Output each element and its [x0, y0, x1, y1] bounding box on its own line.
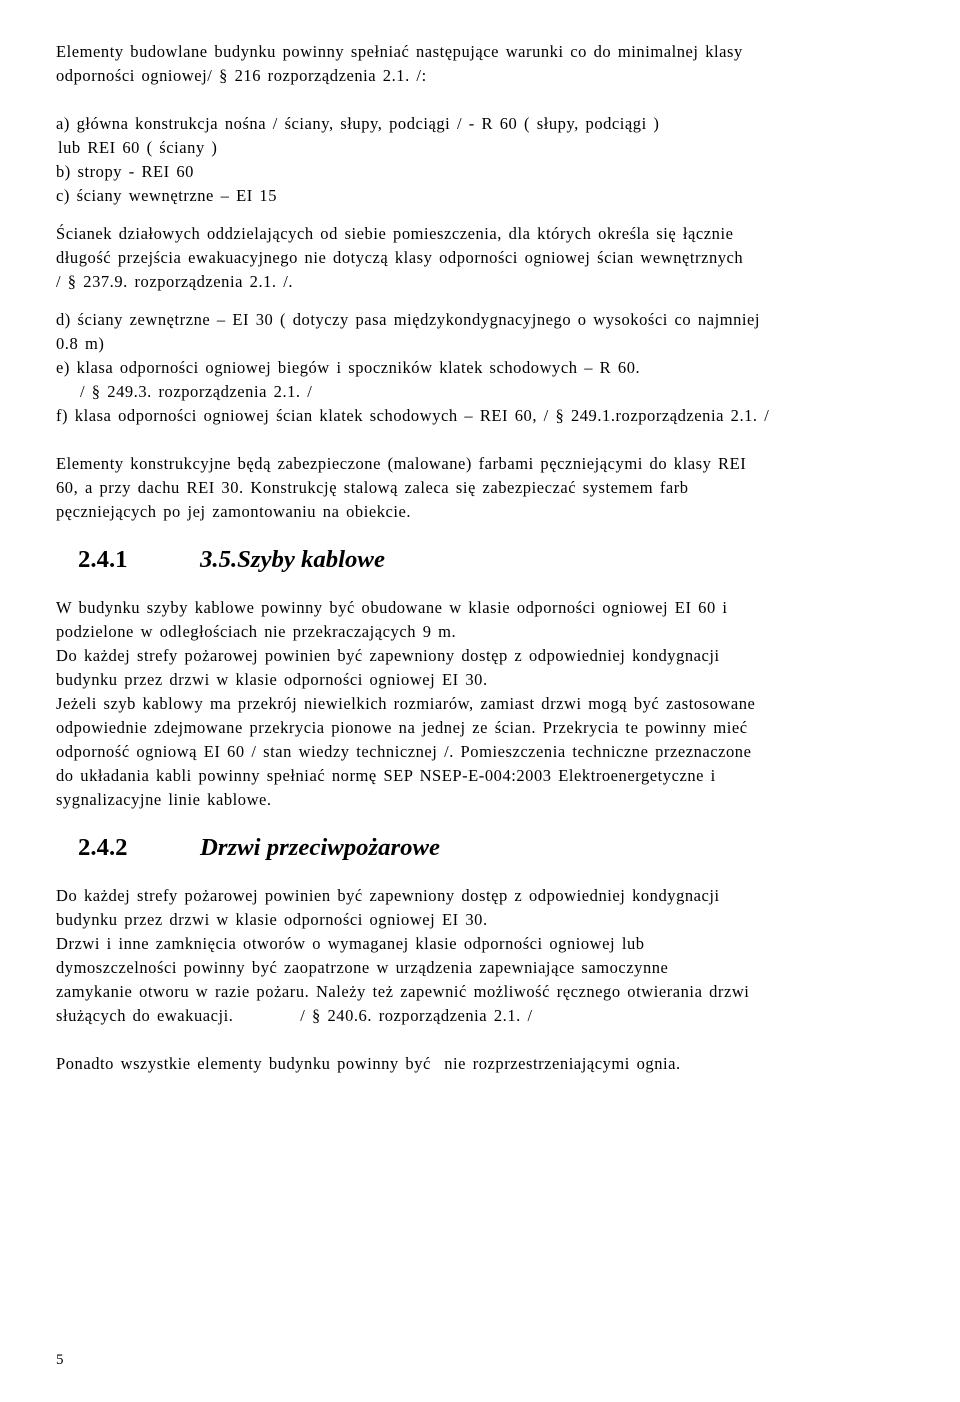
text-line: Elementy konstrukcyjne będą zabezpieczone (malowane) farbami pęczniejącymi do klasy REI — [56, 454, 747, 473]
text-line: Jeżeli szyb kablowy ma przekrój niewielkich rozmiarów, zamiast drzwi mogą być zastosowane — [56, 694, 756, 713]
document-page — [56, 40, 936, 1076]
section-title: Drzwi przeciwpożarowe — [200, 834, 440, 861]
text-line: zamykanie otworu w razie pożaru. Należy też zapewnić możliwość ręcznego otwierania drzwi — [56, 982, 750, 1001]
text-line: Do każdej strefy pożarowej powinien być zapewniony dostęp z odpowiedniej kondygnacji — [56, 646, 720, 665]
closing-sentence: Ponadto wszystkie elementy budynku powinny być nie rozprzestrzeniającymi ognia. — [56, 1054, 681, 1073]
requirements-list-d-f — [56, 308, 936, 428]
section-heading-fire-doors — [56, 836, 936, 860]
section-title: 3.5.Szyby kablowe — [200, 546, 385, 573]
text-line: do układania kabli powinny spełniać normę SEP NSEP-E-004:2003 Elektroenergetyczne i — [56, 766, 716, 785]
text-line: 60, a przy dachu REI 30. Konstrukcję stalową zaleca się zabezpieczać systemem farb — [56, 478, 689, 497]
section-number: 2.4.1 — [78, 546, 128, 573]
text-line: służących do ewakuacji. / § 240.6. rozporządzenia 2.1. / — [56, 1006, 533, 1025]
text-line: budynku przez drzwi w klasie odporności ogniowej EI 30. — [56, 670, 488, 689]
list-item-continuation: 0.8 m) — [56, 334, 105, 353]
intro-paragraph — [56, 40, 936, 88]
section-heading-cable-shafts — [56, 548, 936, 572]
cable-shafts-paragraph — [56, 596, 936, 812]
text-line: Ścianek działowych oddzielających od siebie pomieszczenia, dla których określa się łącznie — [56, 224, 734, 243]
list-item-reference: / § 249.3. rozporządzenia 2.1. / — [80, 382, 313, 401]
text-line: odporność ogniową EI 60 / stan wiedzy technicznej /. Pomieszczenia techniczne przeznaczone — [56, 742, 752, 761]
section-number: 2.4.2 — [78, 834, 128, 861]
list-item-continuation: lub REI 60 ( ściany ) — [58, 138, 218, 157]
list-item: b) stropy - REI 60 — [56, 162, 194, 181]
text-line: sygnalizacyjne linie kablowe. — [56, 790, 272, 809]
list-item: a) główna konstrukcja nośna / ściany, słupy, podciągi / - R 60 ( słupy, podciągi ) — [56, 114, 660, 133]
text-line: długość przejścia ewakuacyjnego nie dotyczą klasy odporności ogniowej ścian wewnętrznych — [56, 248, 744, 267]
list-item: f) klasa odporności ogniowej ścian klatek schodowych – REI 60, / § 249.1.rozporządzenia 2.1. / — [56, 406, 770, 425]
text-line: Drzwi i inne zamknięcia otworów o wymaganej klasie odporności ogniowej lub — [56, 934, 645, 953]
text-line: dymoszczelności powinny być zaopatrzone w urządzenia zapewniające samoczynne — [56, 958, 669, 977]
list-item: e) klasa odporności ogniowej biegów i spoczników klatek schodowych – R 60. — [56, 358, 641, 377]
structural-protection-paragraph — [56, 452, 936, 524]
text-line: W budynku szyby kablowe powinny być obudowane w klasie odporności ogniowej EI 60 i — [56, 598, 728, 617]
text-line: pęczniejących po jej zamontowaniu na obiekcie. — [56, 502, 412, 521]
fire-doors-paragraph — [56, 884, 936, 1028]
text-line: / § 237.9. rozporządzenia 2.1. /. — [56, 272, 294, 291]
text-line: Do każdej strefy pożarowej powinien być zapewniony dostęp z odpowiedniej kondygnacji — [56, 886, 720, 905]
page-number: 5 — [56, 1352, 64, 1368]
text-line: Elementy budowlane budynku powinny spełniać następujące warunki co do minimalnej klasy — [56, 42, 743, 61]
text-line: budynku przez drzwi w klasie odporności ogniowej EI 30. — [56, 910, 488, 929]
text-line: odpowiednie zdejmowane przekrycia pionowe na jednej ze ścian. Przekrycia te powinny mieć — [56, 718, 748, 737]
partition-walls-note — [56, 222, 936, 294]
text-line: odporności ogniowej/ § 216 rozporządzenia 2.1. /: — [56, 66, 427, 85]
requirements-list-a-c — [56, 112, 936, 208]
list-item: d) ściany zewnętrzne – EI 30 ( dotyczy pasa międzykondygnacyjnego o wysokości co najmniej — [56, 310, 761, 329]
list-item: c) ściany wewnętrzne – EI 15 — [56, 186, 278, 205]
text-line: podzielone w odległościach nie przekraczających 9 m. — [56, 622, 457, 641]
